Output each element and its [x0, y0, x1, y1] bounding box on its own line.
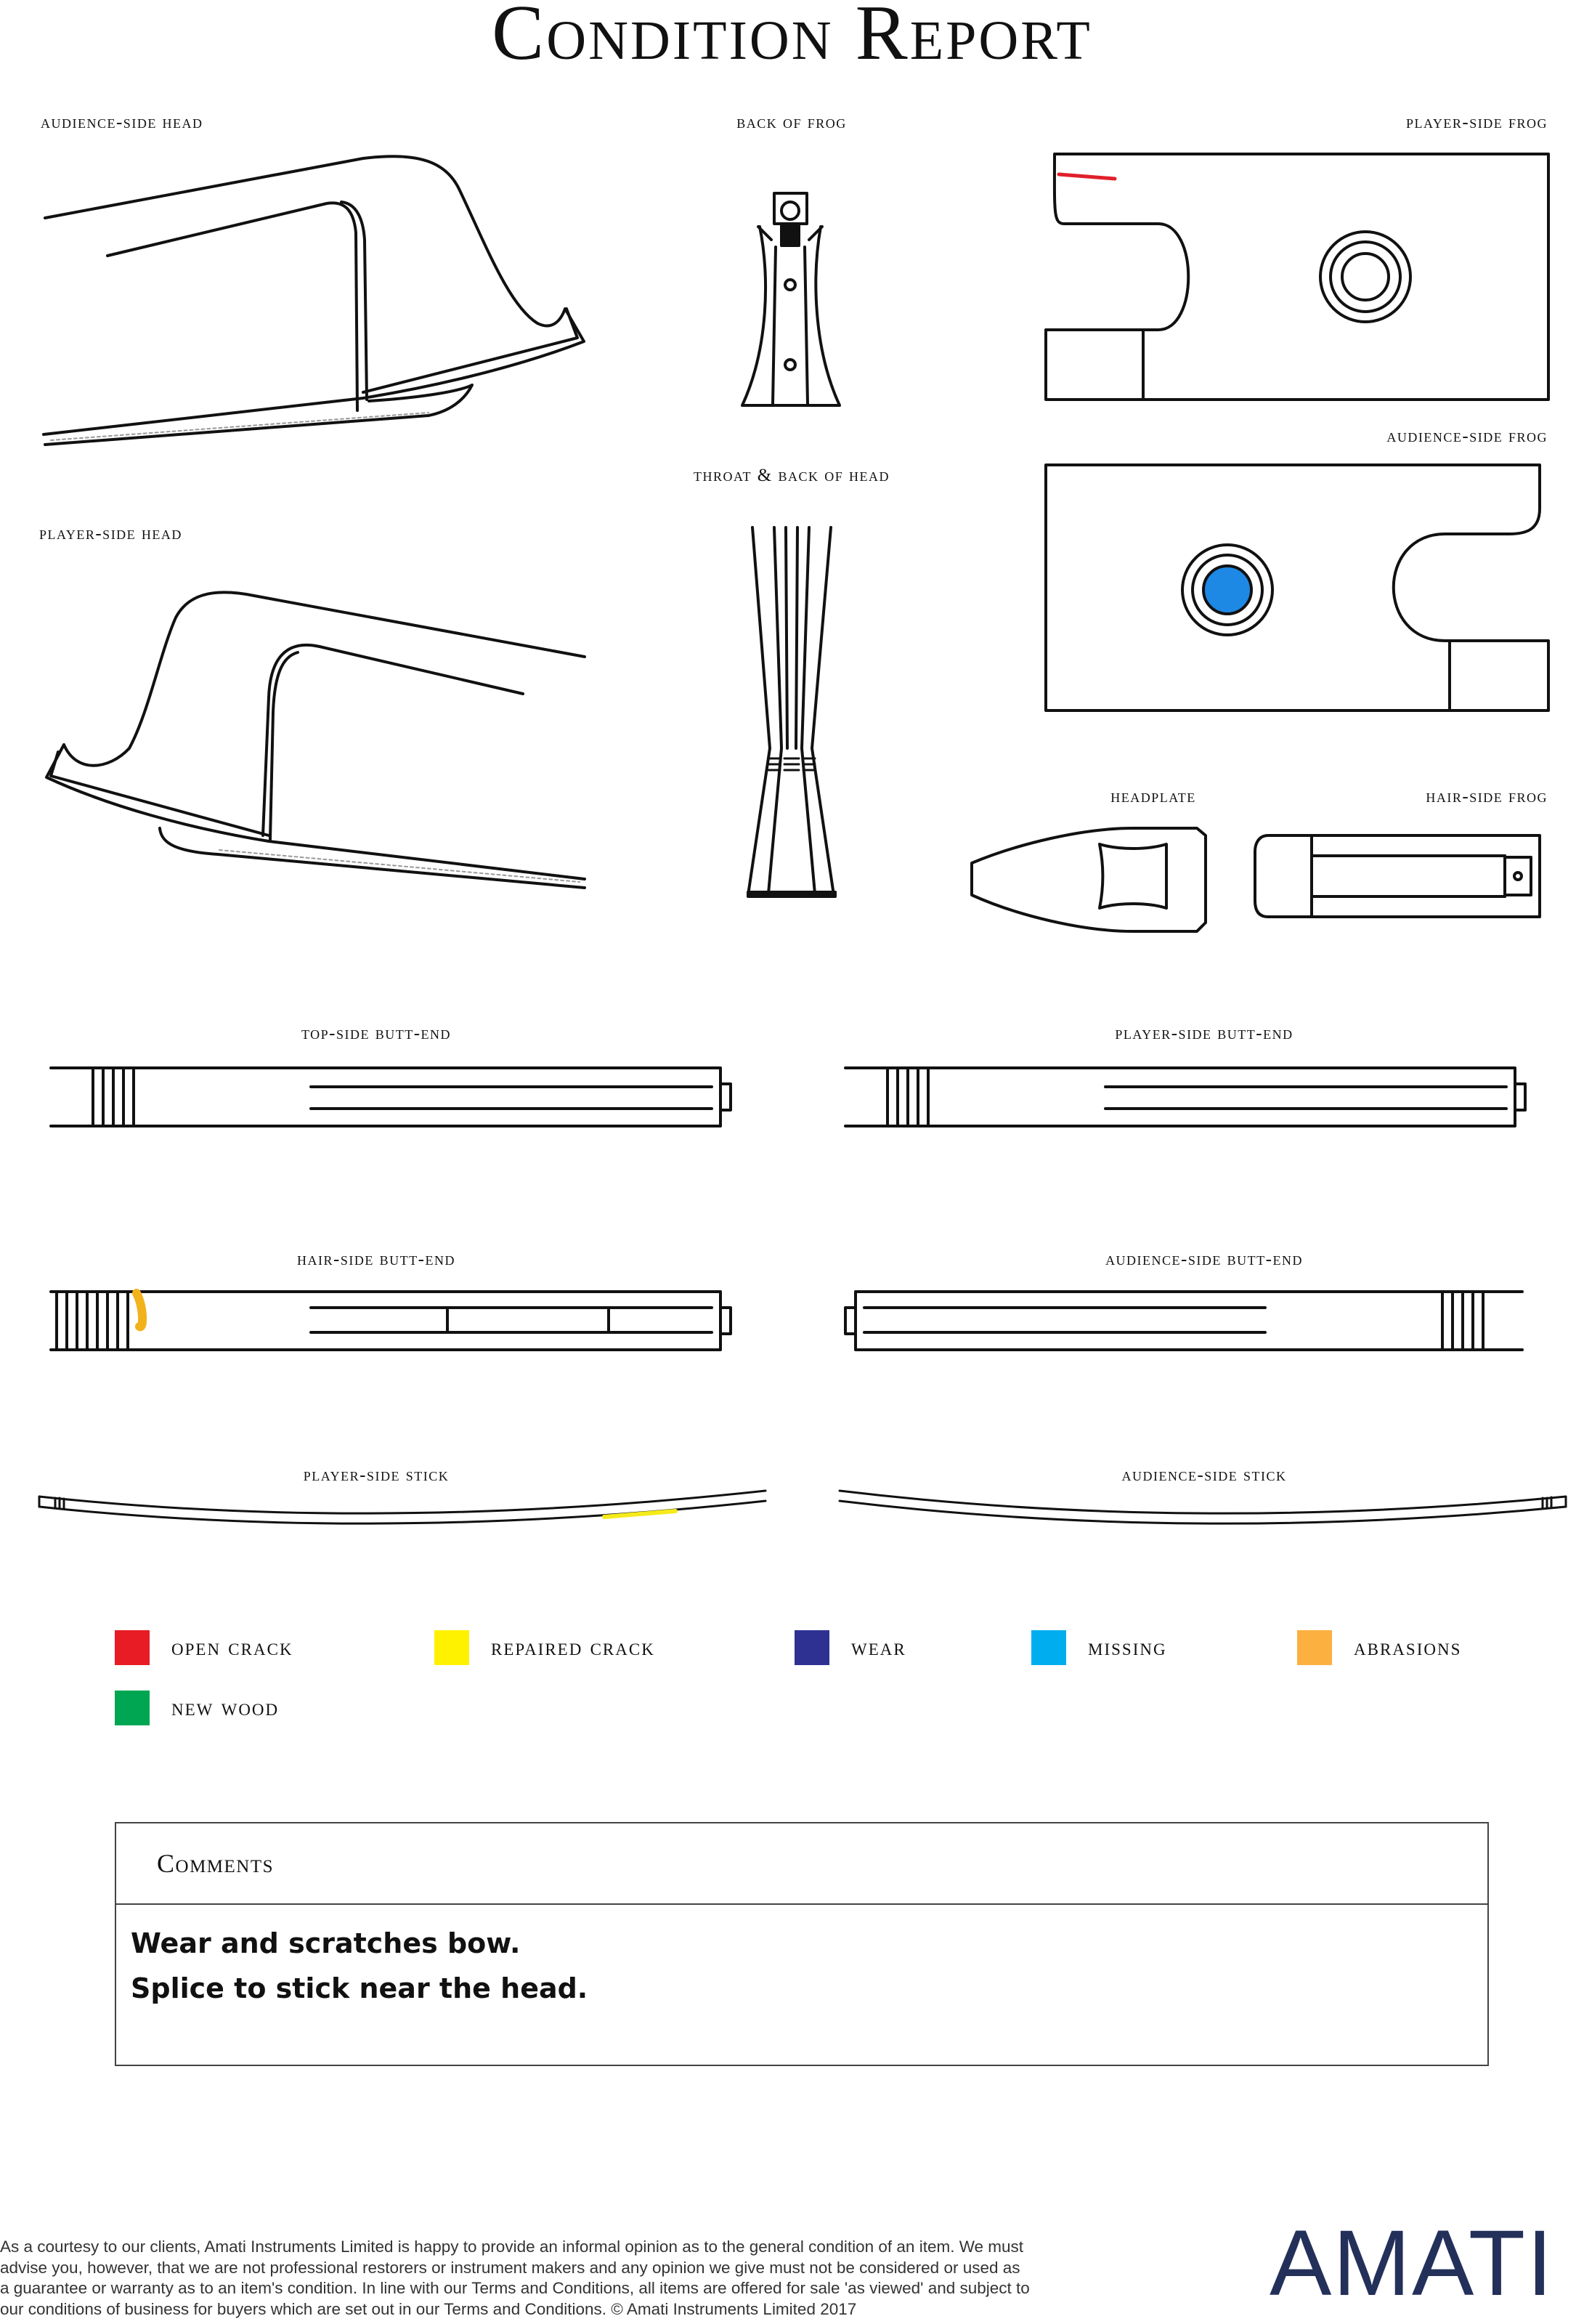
audience-side-head-drawing — [44, 156, 584, 445]
legend-new-wood — [115, 1691, 279, 1725]
legend-missing — [1031, 1630, 1167, 1665]
repaired-crack-mark — [604, 1511, 675, 1517]
disclaimer-line: advise you, however, that we are not professional restorers or instrument makers and any opinion we give must not be considered or used as — [0, 2258, 1020, 2277]
legend-open-crack — [115, 1630, 293, 1665]
player-side-stick-drawing — [39, 1491, 765, 1523]
label-audience-side-stick: audience-side stick — [1121, 1465, 1287, 1485]
comment-line: Wear and scratches bow. — [131, 1927, 521, 1959]
label-throat-back-of-head: throat & back of head — [694, 466, 890, 485]
label-player-side-butt-end: player-side butt-end — [1115, 1024, 1293, 1043]
audience-side-butt-end-drawing — [845, 1292, 1522, 1350]
legend-abrasions — [1297, 1630, 1461, 1665]
player-side-head-drawing — [46, 592, 585, 888]
label-hair-side-frog: hair-side frog — [1426, 787, 1548, 806]
label-headplate: headplate — [1110, 787, 1196, 806]
legend-label: missing — [1088, 1634, 1167, 1661]
legend-label: open crack — [171, 1634, 293, 1661]
page-title: Condition Report — [492, 0, 1092, 76]
legend-swatch-missing — [1031, 1630, 1066, 1665]
throat-back-of-head-drawing — [748, 527, 835, 896]
legend-label: new wood — [171, 1694, 280, 1721]
legend-label: wear — [851, 1634, 906, 1661]
legend-swatch-abrasions — [1297, 1630, 1332, 1665]
back-of-frog-drawing — [742, 193, 840, 405]
top-side-butt-end-drawing — [51, 1068, 731, 1126]
legend-label: abrasions — [1354, 1634, 1462, 1661]
brand-logo: AMATI — [1270, 2211, 1554, 2315]
comments-box — [115, 1822, 1489, 2066]
legend-repaired-crack — [434, 1630, 655, 1665]
disclaimer-line: a guarantee or warranty as to an item's condition. In line with our Terms and Conditions, all items are offered for sale 'as viewed' and subject to — [0, 2279, 1030, 2297]
comments-text — [116, 1905, 1487, 2011]
legend-swatch-wear — [795, 1630, 829, 1665]
label-back-of-frog: back of frog — [736, 113, 847, 132]
label-top-side-butt-end: top-side butt-end — [301, 1024, 452, 1043]
headplate-drawing — [972, 828, 1206, 931]
open-crack-mark — [1059, 174, 1115, 179]
legend-swatch-open-crack — [115, 1630, 150, 1665]
disclaimer-line: As a courtesy to our clients, Amati Instruments Limited is happy to provide an informal opinion as to the general condition of an item. We must — [0, 2238, 1024, 2256]
label-audience-side-butt-end: audience-side butt-end — [1105, 1250, 1303, 1269]
legend-wear — [795, 1630, 906, 1665]
hair-side-butt-end-drawing — [51, 1292, 731, 1350]
hair-side-frog-drawing — [1255, 835, 1540, 917]
comments-heading: Comments — [116, 1823, 1487, 1905]
audience-side-frog-drawing — [1046, 465, 1548, 710]
label-player-side-stick: player-side stick — [303, 1465, 450, 1485]
legend-swatch-new-wood — [115, 1691, 150, 1725]
label-player-side-frog: player-side frog — [1406, 113, 1548, 132]
player-side-frog-drawing — [1046, 154, 1548, 400]
audience-side-stick-drawing — [840, 1491, 1566, 1523]
label-audience-side-head: audience-side head — [41, 113, 203, 132]
player-side-butt-end-drawing — [845, 1068, 1525, 1126]
disclaimer-line: our conditions of business for buyers which are set out in our Terms and Conditions. © Amati Instruments Limited 2017 — [0, 2299, 857, 2318]
legend-label: repaired crack — [491, 1634, 655, 1661]
legend-swatch-repaired-crack — [434, 1630, 469, 1665]
abrasion-mark — [137, 1293, 142, 1327]
missing-mark — [1203, 566, 1251, 614]
label-player-side-head: player-side head — [39, 524, 182, 543]
label-hair-side-butt-end: hair-side butt-end — [297, 1250, 455, 1269]
label-audience-side-frog: audience-side frog — [1386, 426, 1548, 446]
disclaimer — [0, 2237, 1177, 2320]
comment-line: Splice to stick near the head. — [131, 1972, 588, 2004]
